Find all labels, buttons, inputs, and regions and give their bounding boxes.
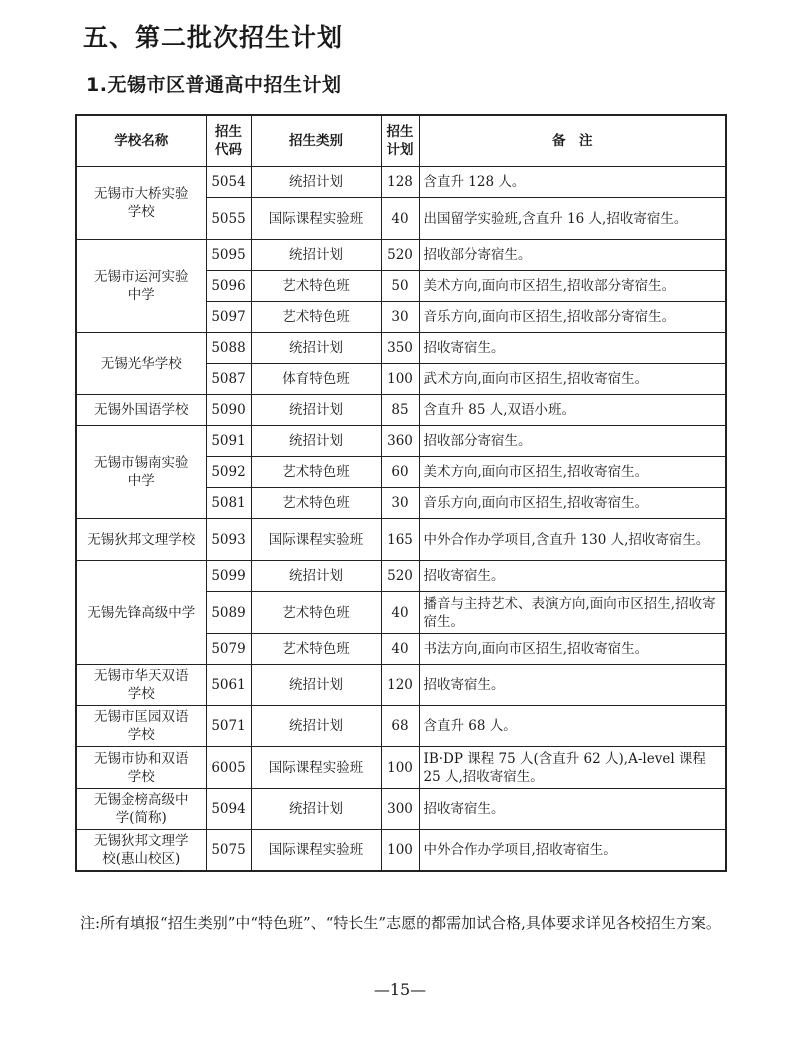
school-name: 无锡先锋高级中学 bbox=[87, 604, 196, 621]
admission-code: 5091 bbox=[206, 426, 251, 457]
admission-type: 统招计划 bbox=[251, 665, 381, 706]
remark: 书法方向,面向市区招生,招收寄宿生。 bbox=[419, 634, 726, 665]
remark: 招收寄宿生。 bbox=[419, 789, 726, 830]
remark: 中外合作办学项目,招收寄宿生。 bbox=[419, 830, 726, 872]
table-row bbox=[76, 747, 726, 789]
admission-code: 5054 bbox=[206, 167, 251, 198]
admission-type: 国际课程实验班 bbox=[251, 830, 381, 872]
remark: 含直升 128 人。 bbox=[419, 167, 726, 198]
school-name: 无锡市大桥实验 学校 bbox=[94, 186, 189, 220]
admission-count: 360 bbox=[381, 426, 419, 457]
admission-code: 6005 bbox=[206, 747, 251, 789]
admission-count: 60 bbox=[381, 457, 419, 488]
remark: 招收寄宿生。 bbox=[419, 561, 726, 592]
admission-code: 5092 bbox=[206, 457, 251, 488]
admission-type: 艺术特色班 bbox=[251, 457, 381, 488]
school-name: 无锡金榜高级中 学(简称) bbox=[94, 792, 189, 826]
school-name-cell bbox=[76, 665, 206, 706]
admission-type: 艺术特色班 bbox=[251, 488, 381, 519]
header-remark: 备 注 bbox=[419, 115, 726, 167]
admission-type: 统招计划 bbox=[251, 395, 381, 426]
header-code: 招生 代码 bbox=[206, 115, 251, 167]
remark: IB·DP 课程 75 人(含直升 62 人),A-level 课程 25 人,招收寄宿生。 bbox=[419, 747, 726, 789]
admission-code: 5094 bbox=[206, 789, 251, 830]
admission-type: 艺术特色班 bbox=[251, 302, 381, 333]
admission-code: 5055 bbox=[206, 198, 251, 240]
admission-count: 50 bbox=[381, 271, 419, 302]
school-name: 无锡光华学校 bbox=[100, 355, 182, 372]
admission-type: 统招计划 bbox=[251, 167, 381, 198]
school-name: 无锡市华天双语 学校 bbox=[94, 668, 189, 702]
remark: 含直升 68 人。 bbox=[419, 706, 726, 747]
admission-type: 国际课程实验班 bbox=[251, 198, 381, 240]
school-name: 无锡市锡南实验 中学 bbox=[94, 455, 189, 489]
admission-type: 国际课程实验班 bbox=[251, 747, 381, 789]
admission-code: 5061 bbox=[206, 665, 251, 706]
admission-count: 165 bbox=[381, 519, 419, 561]
admission-count: 100 bbox=[381, 747, 419, 789]
admission-type: 艺术特色班 bbox=[251, 634, 381, 665]
admission-code: 5071 bbox=[206, 706, 251, 747]
school-name: 无锡狄邦文理学 校(惠山校区) bbox=[94, 833, 189, 867]
admission-count: 300 bbox=[381, 789, 419, 830]
remark: 招收寄宿生。 bbox=[419, 333, 726, 364]
school-name-cell bbox=[76, 561, 206, 665]
school-name: 无锡市匡园双语 学校 bbox=[94, 709, 189, 743]
table-row bbox=[76, 240, 726, 271]
remark: 招收寄宿生。 bbox=[419, 665, 726, 706]
school-name: 无锡市运河实验 中学 bbox=[94, 269, 189, 303]
school-name-cell bbox=[76, 167, 206, 240]
admission-code: 5090 bbox=[206, 395, 251, 426]
admission-count: 520 bbox=[381, 561, 419, 592]
admission-count: 30 bbox=[381, 302, 419, 333]
remark: 出国留学实验班,含直升 16 人,招收寄宿生。 bbox=[419, 198, 726, 240]
admission-code: 5096 bbox=[206, 271, 251, 302]
school-name-cell bbox=[76, 395, 206, 426]
school-name: 无锡市协和双语 学校 bbox=[94, 750, 189, 785]
admission-count: 350 bbox=[381, 333, 419, 364]
table-row bbox=[76, 665, 726, 706]
remark: 武术方向,面向市区招生,招收寄宿生。 bbox=[419, 364, 726, 395]
footnote: 注:所有填报“招生类别”中“特色班”、“特长生”志愿的都需加试合格,具体要求详见各校招生方案。 bbox=[80, 914, 721, 932]
admission-type: 艺术特色班 bbox=[251, 271, 381, 302]
admission-count: 68 bbox=[381, 706, 419, 747]
remark: 招收部分寄宿生。 bbox=[419, 240, 726, 271]
admission-count: 100 bbox=[381, 364, 419, 395]
table-row bbox=[76, 519, 726, 561]
admission-count: 30 bbox=[381, 488, 419, 519]
admission-type: 统招计划 bbox=[251, 706, 381, 747]
admission-count: 100 bbox=[381, 830, 419, 872]
table-header-row bbox=[76, 115, 726, 167]
table-body bbox=[76, 167, 726, 872]
table-row bbox=[76, 167, 726, 198]
section-title: 五、第二批次招生计划 bbox=[83, 23, 344, 52]
school-name-cell bbox=[76, 426, 206, 519]
remark: 播音与主持艺术、表演方向,面向市区招生,招收寄宿生。 bbox=[419, 592, 726, 634]
school-name-cell bbox=[76, 789, 206, 830]
header-type: 招生类别 bbox=[251, 115, 381, 167]
school-name-cell bbox=[76, 706, 206, 747]
table-row bbox=[76, 395, 726, 426]
admission-count: 85 bbox=[381, 395, 419, 426]
remark: 音乐方向,面向市区招生,招收部分寄宿生。 bbox=[419, 302, 726, 333]
admission-type: 国际课程实验班 bbox=[251, 519, 381, 561]
remark: 含直升 85 人,双语小班。 bbox=[419, 395, 726, 426]
admission-type: 体育特色班 bbox=[251, 364, 381, 395]
admission-code: 5075 bbox=[206, 830, 251, 872]
table-row bbox=[76, 830, 726, 872]
header-count: 招生 计划 bbox=[381, 115, 419, 167]
admission-type: 统招计划 bbox=[251, 789, 381, 830]
admission-count: 128 bbox=[381, 167, 419, 198]
admission-code: 5089 bbox=[206, 592, 251, 634]
table-row bbox=[76, 706, 726, 747]
admission-type: 统招计划 bbox=[251, 240, 381, 271]
remark: 音乐方向,面向市区招生,招收寄宿生。 bbox=[419, 488, 726, 519]
subsection-title: 1.无锡市区普通高中招生计划 bbox=[86, 74, 342, 96]
school-name: 无锡外国语学校 bbox=[94, 402, 189, 418]
admission-code: 5097 bbox=[206, 302, 251, 333]
school-name-cell bbox=[76, 830, 206, 872]
admission-type: 统招计划 bbox=[251, 561, 381, 592]
admission-count: 520 bbox=[381, 240, 419, 271]
admission-code: 5088 bbox=[206, 333, 251, 364]
header-school: 学校名称 bbox=[76, 115, 206, 167]
school-name-cell bbox=[76, 747, 206, 789]
admission-code: 5099 bbox=[206, 561, 251, 592]
school-name-cell bbox=[76, 333, 206, 395]
table-row bbox=[76, 561, 726, 592]
school-name: 无锡狄邦文理学校 bbox=[87, 531, 196, 548]
admission-code: 5095 bbox=[206, 240, 251, 271]
school-name-cell bbox=[76, 519, 206, 561]
page-number: —15— bbox=[373, 980, 427, 999]
admission-code: 5079 bbox=[206, 634, 251, 665]
school-name-cell bbox=[76, 240, 206, 333]
admission-code: 5081 bbox=[206, 488, 251, 519]
remark: 美术方向,面向市区招生,招收寄宿生。 bbox=[419, 457, 726, 488]
admission-type: 艺术特色班 bbox=[251, 592, 381, 634]
remark: 美术方向,面向市区招生,招收部分寄宿生。 bbox=[419, 271, 726, 302]
admission-count: 40 bbox=[381, 198, 419, 240]
admission-type: 统招计划 bbox=[251, 426, 381, 457]
admission-count: 40 bbox=[381, 634, 419, 665]
table-row bbox=[76, 789, 726, 830]
admission-type: 统招计划 bbox=[251, 333, 381, 364]
remark: 中外合作办学项目,含直升 130 人,招收寄宿生。 bbox=[419, 519, 726, 561]
admission-count: 40 bbox=[381, 592, 419, 634]
admission-count: 120 bbox=[381, 665, 419, 706]
admission-plan-table bbox=[75, 114, 727, 872]
admission-code: 5093 bbox=[206, 519, 251, 561]
table-row bbox=[76, 426, 726, 457]
remark: 招收部分寄宿生。 bbox=[419, 426, 726, 457]
table-row bbox=[76, 333, 726, 364]
admission-code: 5087 bbox=[206, 364, 251, 395]
